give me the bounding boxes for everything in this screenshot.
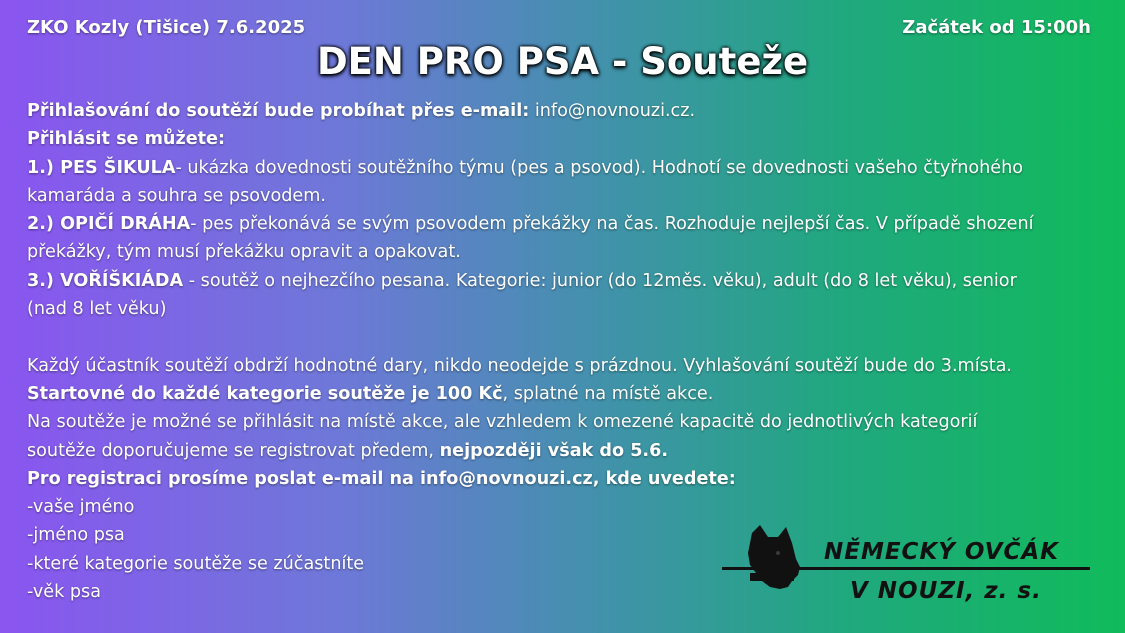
- onsite-line-cont: [27, 437, 1097, 465]
- competition-3: [27, 267, 1097, 295]
- competition-3-desc-cont: (nad 8 let věku): [27, 299, 167, 320]
- fee-bold: Startovné do každé kategorie soutěže je 100 Kč: [27, 383, 503, 404]
- list-item: -jméno psa: [27, 525, 125, 546]
- fee-rest: , splatné na místě akce.: [502, 383, 714, 404]
- list-item: -které kategorie soutěže se zúčastníte: [27, 553, 365, 574]
- list-item: -věk psa: [27, 582, 102, 603]
- list-item: -vaše jméno: [27, 497, 135, 518]
- signup-label-text: Přihlásit se můžete:: [27, 129, 226, 150]
- competition-2-name: 2.) OPIČÍ DRÁHA: [27, 214, 191, 235]
- fee-line: [27, 380, 1097, 408]
- signup-label: [27, 125, 1097, 153]
- onsite-line: Na soutěže je možné se přihlásit na místě akce, ale vzhledem k omezené kapacitě do jednotlivých kategorií: [27, 412, 978, 433]
- competition-2-desc-cont: překážky, tým musí překážku opravit a opakovat.: [27, 242, 461, 263]
- event-start-time: Začátek od 15:00h: [902, 17, 1091, 38]
- competition-2: [27, 210, 1097, 238]
- competition-1-desc-cont: kamaráda a souhra se psovodem.: [27, 185, 326, 206]
- competition-2-desc: - pes překonává se svým psovodem překážky na čas. Rozhoduje nejlepší čas. V případě shození: [190, 214, 1034, 235]
- competition-3-desc: - soutěž o nejhezčího pesana. Kategorie: junior (do 12měs. věku), adult (do 8 let věku), senior: [183, 270, 1017, 291]
- registration-text: Pro registraci prosíme poslat e-mail na info@novnouzi.cz, kde uvedete:: [27, 468, 736, 489]
- event-location-date: ZKO Kozly (Tišice) 7.6.2025: [27, 17, 306, 38]
- onsite-deadline: nejpozději však do 5.6.: [439, 440, 669, 461]
- competition-3-name: 3.) VOŘÍŠKIÁDA: [27, 270, 184, 291]
- intro-line: [27, 97, 1097, 125]
- competition-1-desc: - ukázka dovednosti soutěžního týmu (pes a psovod). Hodnotí se dovednosti vašeho čtyřnohého: [175, 157, 1024, 178]
- competition-1-name: 1.) PES ŠIKULA: [27, 157, 176, 178]
- onsite-text: soutěže doporučujeme se registrovat předem,: [27, 440, 440, 461]
- prizes-line: Každý účastník soutěží obdrží hodnotné dary, nikdo neodejde s prázdnou. Vyhlašování soutěží bude do 3.místa.: [27, 355, 1013, 376]
- spacer: [27, 323, 1097, 351]
- logo-line-1: NĚMECKÝ OVČÁK: [824, 539, 1059, 565]
- competition-1: [27, 154, 1097, 182]
- page-title: DEN PRO PSA - Souteže: [316, 40, 809, 83]
- intro-bold: Přihlašování do soutěží bude probíhat přes e-mail:: [27, 101, 530, 121]
- intro-email: info@novnouzi.cz.: [529, 101, 696, 121]
- registration-line: [27, 465, 1097, 493]
- organization-logo: [720, 523, 1095, 613]
- logo-line-2: V NOUZI, z. s.: [850, 578, 1042, 604]
